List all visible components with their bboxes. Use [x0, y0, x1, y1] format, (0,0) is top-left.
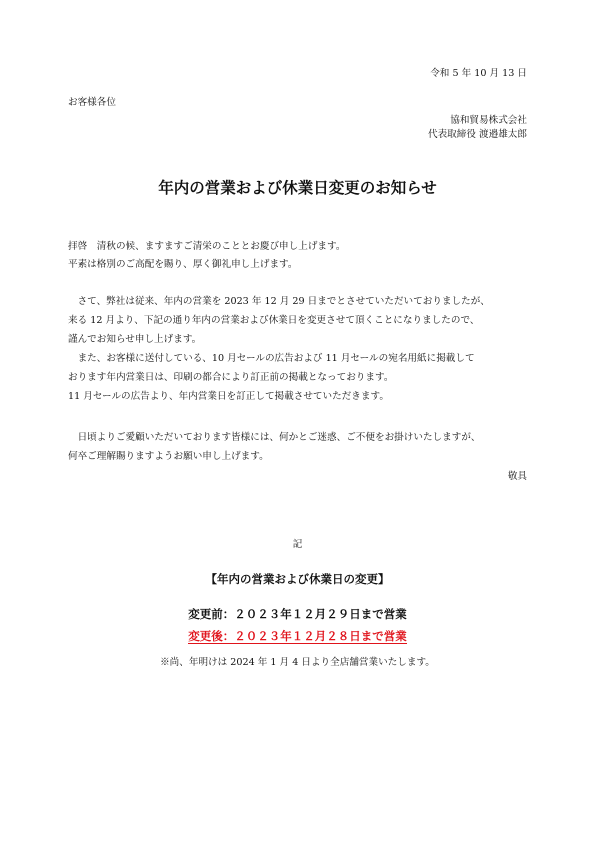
body-line: おります年内営業日は、印刷の都合により訂正前の掲載となっております。: [68, 372, 394, 383]
after-change: 変更後：２０２３年１２月２８日まで営業: [188, 629, 407, 643]
before-change: 変更前：２０２３年１２月２９日まで営業: [188, 607, 407, 621]
reopen-note: ※尚、年明けは 2024 年 1 月 4 日より全店舗営業いたします。: [160, 657, 435, 668]
sender-company: 協和貿易株式会社: [450, 115, 527, 126]
issue-date: 令和 5 年 10 月 13 日: [430, 68, 527, 79]
body-line: 何卒ご理解賜りますようお願い申し上げます。: [68, 451, 269, 462]
ki-marker: 記: [292, 539, 303, 550]
sender-representative: 代表取締役 渡邉雄太郎: [428, 129, 527, 140]
body-line: 11 月セールの広告より、年内営業日を訂正して掲載させていただきます。: [68, 391, 389, 402]
body-line: 謹んでお知らせ申し上げます。: [68, 334, 202, 345]
body-line: 日頃よりご愛顧いただいております皆様には、何かとご迷惑、ご不便をお掛けいたしますが、: [68, 432, 481, 443]
greeting-line: 平素は格別のご高配を賜り、厚く御礼申し上げます。: [68, 259, 298, 270]
body-line: さて、弊社は従来、年内の営業を 2023 年 12 月 29 日までとさせていただいておりましたが、: [68, 296, 490, 307]
body-line: 来る 12 月より、下記の通り年内の営業および休業日を変更させて頂くことになりましたので、: [68, 315, 480, 326]
after-change-row: [0, 625, 595, 644]
greeting-line: 拝啓 清秋の候、ますますご清栄のこととお慶び申し上げます。: [68, 241, 346, 252]
document-title: 年内の営業および休業日変更のお知らせ: [158, 179, 437, 197]
body-line: また、お客様に送付している、10 月セールの広告および 11 月セールの宛名用紙に掲載して: [68, 353, 475, 364]
addressee: お客様各位: [68, 97, 116, 108]
closing-phrase: 敬具: [507, 471, 527, 482]
section-heading: 【年内の営業および休業日の変更】: [205, 572, 390, 586]
